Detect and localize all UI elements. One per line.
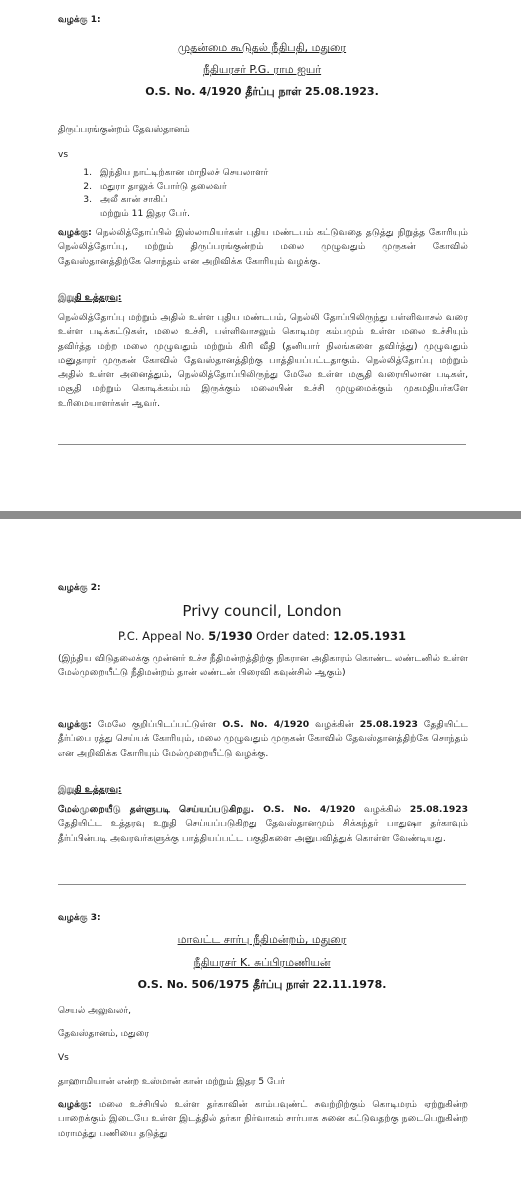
- divider: [58, 884, 466, 885]
- case2-heading: வழக்கு 2:: [58, 583, 101, 593]
- case1-court: முதன்மை கூடுதல் நீதிபதி, மதுரை: [177, 41, 347, 54]
- case3-judge: நீதியரசர் K. சுப்பிரமணியன்: [193, 956, 331, 969]
- case1-order-text: நெல்லித்தோப்பு மற்றும் அதில் உள்ள புதிய மண்டபம், நெல்லி தோப்பிலிருந்து பள்ளிவாசல் வரை உள்ள படிக்கட்டுகள், மலை உச்சி, பள்ளிவாசலும் கொடிமர கம்பமும் உள்ள மலை உச்சியும் தவிர்த்த மற்ற மலை முழுவதும் மற்றும் கிரி வீதி (தனியார் நிலங்களை தவிர்த்து) முழுவதும் மனுதாரர் முருகன் கோவில் தேவஸ்தானத்திற்கு பாத்தியப்பட்டதாகும். நெல்லித்தோப்பு மற்றும் அதில் உள்ள அனைத்தும், நெல்லித்தோப்பிலிருந்து மேலே உள்ள மசூதி வரையிலான படிகள், மசூதி மற்றும் கொடிக்கம்பம் இருக்கும் மலையின் உச்சி முழுமைக்கும் முகமதியர்களே உரிமையாளர்கள் ஆவர்.: [58, 312, 468, 409]
- case2-order-heading: இறுதி உத்தரவு:: [58, 785, 122, 795]
- case1-order-heading: இறுதி உத்தரவு:: [58, 293, 122, 303]
- case1-judge: நீதியரசர் P.G. ராம ஐயர்: [202, 63, 322, 76]
- case2-appeal-line: P.C. Appeal No. 5/1930 Order dated: 12.05.1931: [117, 629, 407, 643]
- case3-vs: Vs: [58, 1053, 69, 1063]
- case3-heading: வழக்கு 3:: [58, 913, 101, 923]
- list-item: 1. இந்திய நாட்டிற்கான மாநிலச் செயலாளர்: [83, 167, 269, 178]
- list-item: 2. மதுரா தாலுக் போர்டு தலைவர்: [83, 180, 227, 192]
- page-separator: [0, 511, 521, 519]
- case2-order-text: மேல்முறையீடு தள்ளுபடி செய்யப்படுகிறது. O.S. No. 4/1920 வழக்கில் 25.08.1923 தேதியிட்ட உத்தரவு உறுதி செய்யப்படுகிறது தேவஸ்தானமும் சிக்கந்தர் பாதுஷா தர்காவும் தீர்ப்பின்படி அவரவர்களுக்கு பாத்தியப்பட்ட பகுதிகளை அனுபவித்துக் கொள்ள வேண்டியது.: [58, 804, 468, 844]
- list-item: 3. அலீ கான் சாகிப்: [83, 194, 168, 205]
- case3-defendant: தாஹாமியான் என்ற உஸ்மான் கான் மற்றும் இதர 5 பேர்: [58, 1077, 285, 1087]
- case3-claim: வழக்கு: மலை உச்சியில் உள்ள தர்காவின் காம்பவுண்ட் சுவற்றிற்கும் கொடிமரம் ஏற்றுகின்ற பாறைக்கும் இடையே உள்ள இடத்தில் தர்கா நிர்வாகம் சார்பாக சுனை கட்டுவதற்கு நடைபெறுகின்ற மராமத்து பணியை தடுத்து: [58, 1099, 468, 1139]
- case3-case-number: O.S. No. 506/1975 தீர்ப்பு நாள் 22.11.1978.: [137, 978, 387, 991]
- case3-plaintiff-line2: தேவஸ்தானம், மதுரை: [58, 1029, 150, 1039]
- case1-vs: vs: [58, 150, 69, 160]
- case2-claim: வழக்கு: மேலே குறிப்பிடப்பட்டுள்ள O.S. No. 4/1920 வழக்கின் 25.08.1923 தேதியிட்ட தீர்ப்பை ரத்து செய்யக் கோரியும், மலை முழுவதும் முருகன் கோவில் தேவஸ்தானத்திற்கே சொந்தம் என அறிவிக்க கோரியும் மேல்முறையீட்டு வழக்கு.: [58, 719, 469, 759]
- case1-case-number: O.S. No. 4/1920 தீர்ப்பு நாள் 25.08.1923.: [145, 85, 379, 98]
- list-item: மற்றும் 11 இதர பேர்.: [100, 207, 190, 219]
- case1-claim: வழக்கு: நெல்லித்தோப்பில் இஸ்லாமியர்கள் புதிய மண்டபம் கட்டுவதை தடுத்து நிறுத்த கோரியும் நெல்லித்தோப்பு, மற்றும் திருப்பரங்குன்றம் மலை முழுவதும் முருகன் கோவில் தேவஸ்தானத்திற்கே சொந்தம் என அறிவிக்க கோரியும் வழக்கு.: [58, 227, 468, 267]
- case1-heading: வழக்கு 1:: [58, 15, 101, 25]
- case3-court: மாவட்ட சார்பு நீதிமன்றம், மதுரை: [177, 933, 347, 946]
- case2-court: Privy council, London: [182, 602, 342, 620]
- case1-plaintiff: திருப்பரங்குன்றம் தேவஸ்தானம்: [58, 125, 190, 135]
- case1-defendant-list: [58, 166, 268, 220]
- case2-note: (இந்திய விடுதலைக்கு முன்னர் உச்ச நீதிமன்றத்திற்கு நிகரான அதிகாரம் கொண்ட லண்டனில் உள்ள மேல்முறையீட்டு நீதிமன்றம் தான் லண்டன் பிரைவி கவுன்சில் ஆகும்): [58, 653, 468, 679]
- case3-plaintiff-line1: செயல் அலுவலர்,: [58, 1006, 131, 1016]
- divider: [58, 444, 466, 445]
